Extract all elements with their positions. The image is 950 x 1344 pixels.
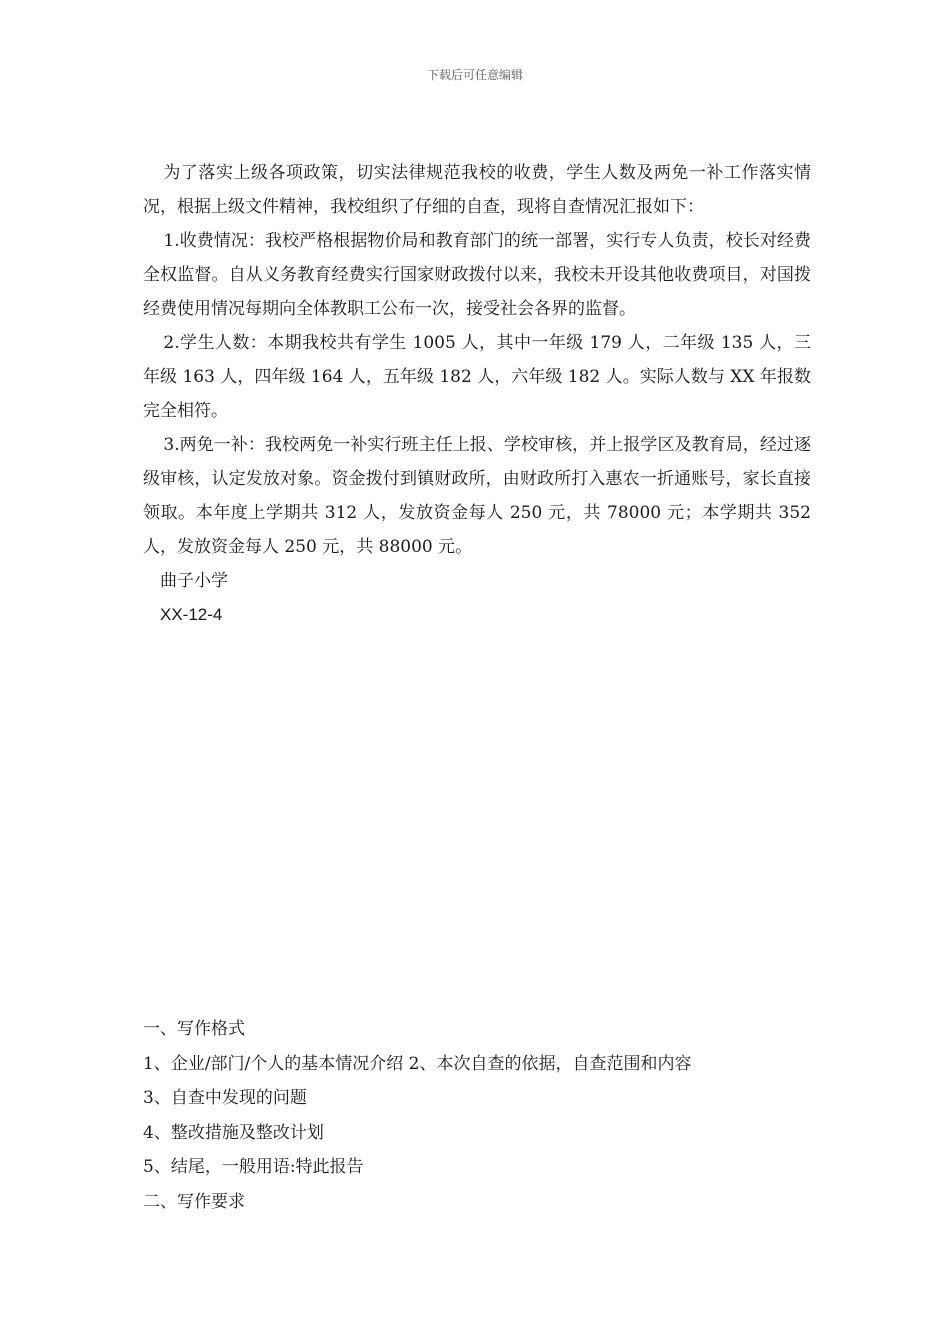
subsidy-paragraph: 3.两免一补：我校两免一补实行班主任上报、学校审核，并上报学区及教育局，经过逐级审核，认定发放对象。资金拨付到镇财政所，由财政所打入惠农一折通账号，家长直接领取。本年度上学期共 312 人，发放资金每人 250 元，共 78000 元；本学期共 352 人，发放资金每人 250 元，共 88000 元。 [143,435,811,557]
guide-line: 一、写作格式 [143,1019,245,1039]
writing-guide [143,1012,811,1219]
intro-paragraph: 为了落实上级各项政策，切实法律规范我校的收费，学生人数及两免一补工作落实情况，根据上级文件精神，我校组织了仔细的自查，现将自查情况汇报如下： [143,163,811,217]
guide-line: 5、结尾，一般用语:特此报告 [143,1157,364,1177]
students-paragraph: 2.学生人数：本期我校共有学生 1005 人，其中一年级 179 人，二年级 135 人，三年级 163 人，四年级 164 人，五年级 182 人，六年级 182 人。实际人数与 XX 年报数完全相符。 [143,333,811,421]
report-date: XX-12-4 [160,605,223,624]
guide-line: 4、整改措施及整改计划 [143,1122,324,1143]
fees-paragraph: 1.收费情况：我校严格根据物价局和教育部门的统一部署，实行专人负责，校长对经费全权监督。自从义务教育经费实行国家财政拨付以来，我校未开设其他收费项目，对国拨经费使用情况每期向全体教职工公布一次，接受社会各界的监督。 [143,231,811,319]
signature: 曲子小学 [160,571,228,591]
guide-line: 1、企业/部门/个人的基本情况介绍 2、本次自查的依据，自查范围和内容 [143,1053,692,1074]
report-body [143,156,811,632]
guide-line: 3、自查中发现的问题 [143,1088,307,1108]
guide-line: 二、写作要求 [143,1191,245,1212]
page-header: 下载后可任意编辑 [426,68,523,82]
